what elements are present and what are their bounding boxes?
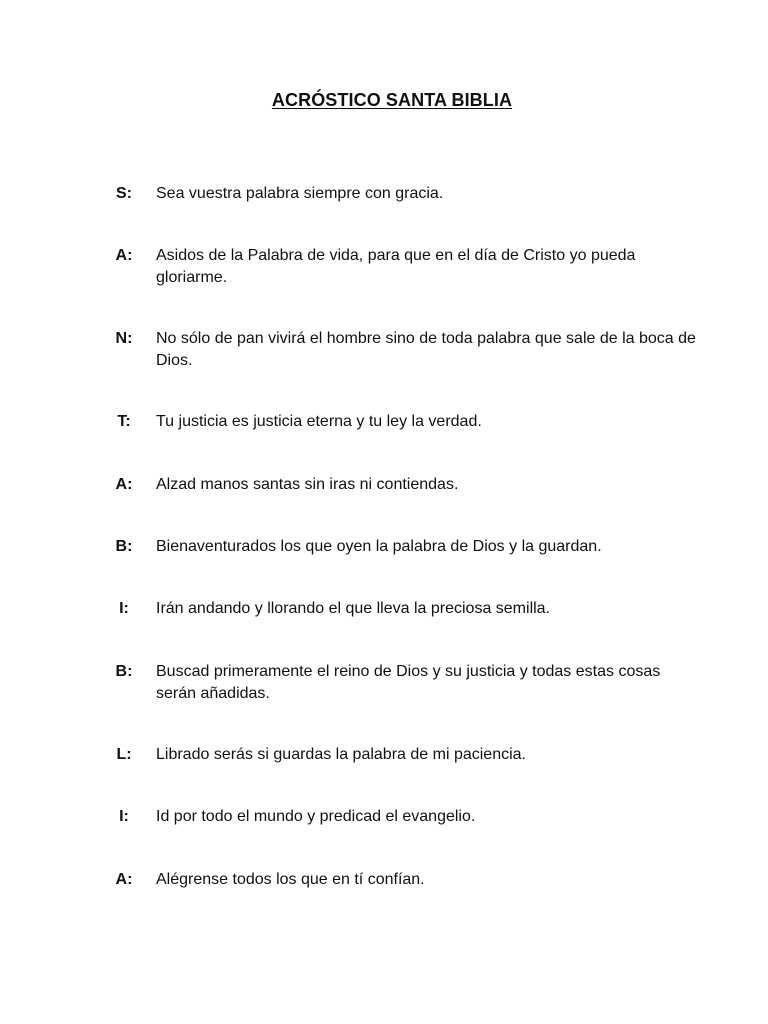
entry-text: Librado serás si guardas la palabra de mi paciencia.: [156, 746, 526, 763]
page-title: ACRÓSTICO SANTA BIBLIA: [271, 90, 513, 110]
entry-letter: N:: [115, 330, 133, 347]
entry-text: Asidos de la Palabra de vida, para que en el día de Cristo yo pueda gloriarme.: [156, 247, 636, 286]
entry-text: Bienaventurados los que oyen la palabra de Dios y la guardan.: [156, 538, 602, 555]
entry-letter: S:: [116, 185, 132, 202]
entry-text: Buscad primeramente el reino de Dios y su justicia y todas estas cosas serán añadidas.: [156, 663, 661, 702]
entry-text: Id por todo el mundo y predicad el evangelio.: [156, 808, 476, 825]
entry-text: Alzad manos santas sin iras ni contiendas.: [156, 476, 459, 493]
entry-letter: I:: [119, 808, 129, 825]
entry-letter: L:: [116, 746, 132, 763]
entry-text: No sólo de pan vivirá el hombre sino de toda palabra que sale de la boca de Dios.: [156, 330, 696, 369]
entry-letter: A:: [115, 871, 133, 888]
entry-letter: A:: [115, 476, 133, 493]
entry-text: Tu justicia es justicia eterna y tu ley la verdad.: [156, 413, 482, 430]
entry-text: Irán andando y llorando el que lleva la preciosa semilla.: [156, 600, 551, 617]
entry-letter: T:: [117, 413, 131, 430]
entry-letter: B:: [115, 663, 133, 680]
entry-text: Alégrense todos los que en tí confían.: [156, 871, 425, 888]
entry-letter: I:: [119, 600, 129, 617]
entry-text: Sea vuestra palabra siempre con gracia.: [156, 185, 444, 202]
entry-letter: A:: [115, 247, 133, 264]
entry-letter: B:: [115, 538, 133, 555]
